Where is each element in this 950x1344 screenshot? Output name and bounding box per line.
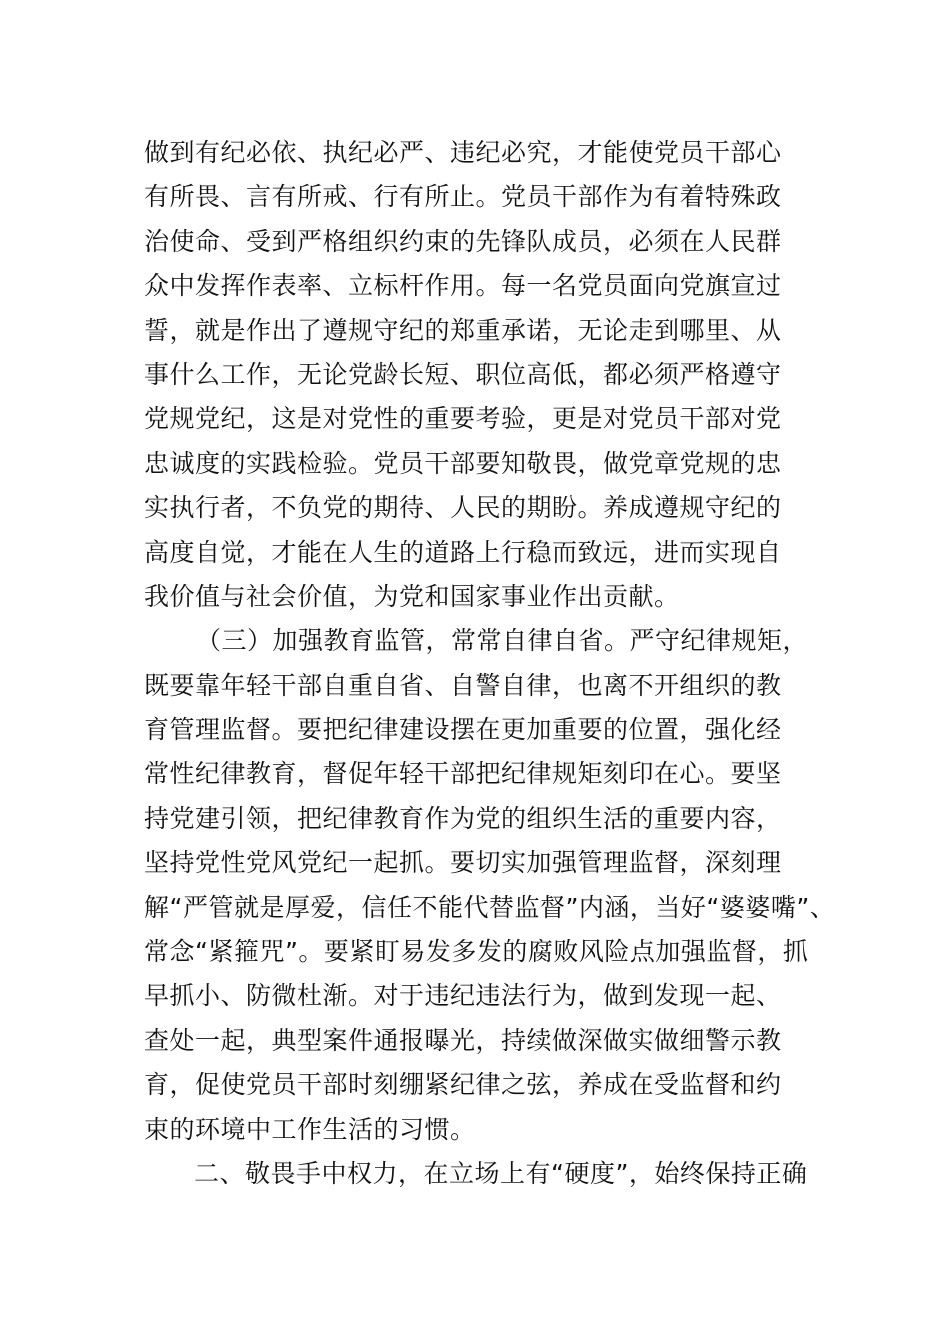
text-line: 坚持党性党风党纪一起抓。要切实加强管理监督，深刻理 — [144, 848, 782, 878]
section-heading-line: 二、敬畏手中权力，在立场上有“硬度”，始终保持正确 — [194, 1158, 808, 1188]
text-line: 常性纪律教育，督促年轻干部把纪律规矩刻印在心。要坚 — [144, 759, 782, 789]
text-line: 高度自觉，才能在人生的道路上行稳而致远，进而实现自 — [144, 537, 782, 567]
text-line: 治使命、受到严格组织约束的先锋队成员，必须在人民群 — [144, 226, 782, 256]
text-line: 我价值与社会价值，为党和国家事业作出贡献。 — [144, 581, 680, 611]
text-line: 誓，就是作出了遵规守纪的郑重承诺，无论走到哪里、从 — [144, 315, 782, 345]
text-line: 做到有纪必依、执纪必严、违纪必究，才能使党员干部心 — [144, 138, 782, 167]
text-line: 解“严管就是厚爱，信任不能代替监督”内涵，当好“婆婆嘴”、 — [144, 892, 836, 922]
text-line: 育管理监督。要把纪律建设摆在更加重要的位置，强化经 — [144, 715, 782, 745]
text-line: 持党建引领，把纪律教育作为党的组织生活的重要内容， — [144, 803, 782, 833]
text-line: 忠诚度的实践检验。党员干部要知敬畏，做党章党规的忠 — [144, 448, 782, 478]
text-line: 实执行者，不负党的期待、人民的期盼。养成遵规守纪的 — [144, 493, 782, 523]
text-line: 党规党纪，这是对党性的重要考验，更是对党员干部对党 — [144, 404, 782, 434]
text-line: 既要靠年轻干部自重自省、自警自律，也离不开组织的教 — [144, 670, 782, 700]
text-line: 查处一起，典型案件通报曝光，持续做深做实做细警示教 — [144, 1025, 782, 1055]
text-line: 事什么工作，无论党龄长短、职位高低，都必须严格遵守 — [144, 359, 782, 389]
text-line: 众中发挥作表率、立标杆作用。每一名党员面向党旗宣过 — [144, 271, 782, 301]
section-heading-line: （三）加强教育监管，常常自律自省。严守纪律规矩， — [196, 626, 809, 656]
text-line: 育，促使党员干部时刻绷紧纪律之弦，养成在受监督和约 — [144, 1070, 782, 1100]
body-text — [144, 131, 836, 1196]
text-line: 早抓小、防微杜渐。对于违纪违法行为，做到发现一起、 — [144, 981, 782, 1011]
text-line: 常念“紧箍咒”。要紧盯易发多发的腐败风险点加强监督，抓 — [144, 937, 809, 967]
text-line: 有所畏、言有所戒、行有所止。党员干部作为有着特殊政 — [144, 182, 782, 212]
text-line: 束的环境中工作生活的习惯。 — [144, 1114, 476, 1144]
